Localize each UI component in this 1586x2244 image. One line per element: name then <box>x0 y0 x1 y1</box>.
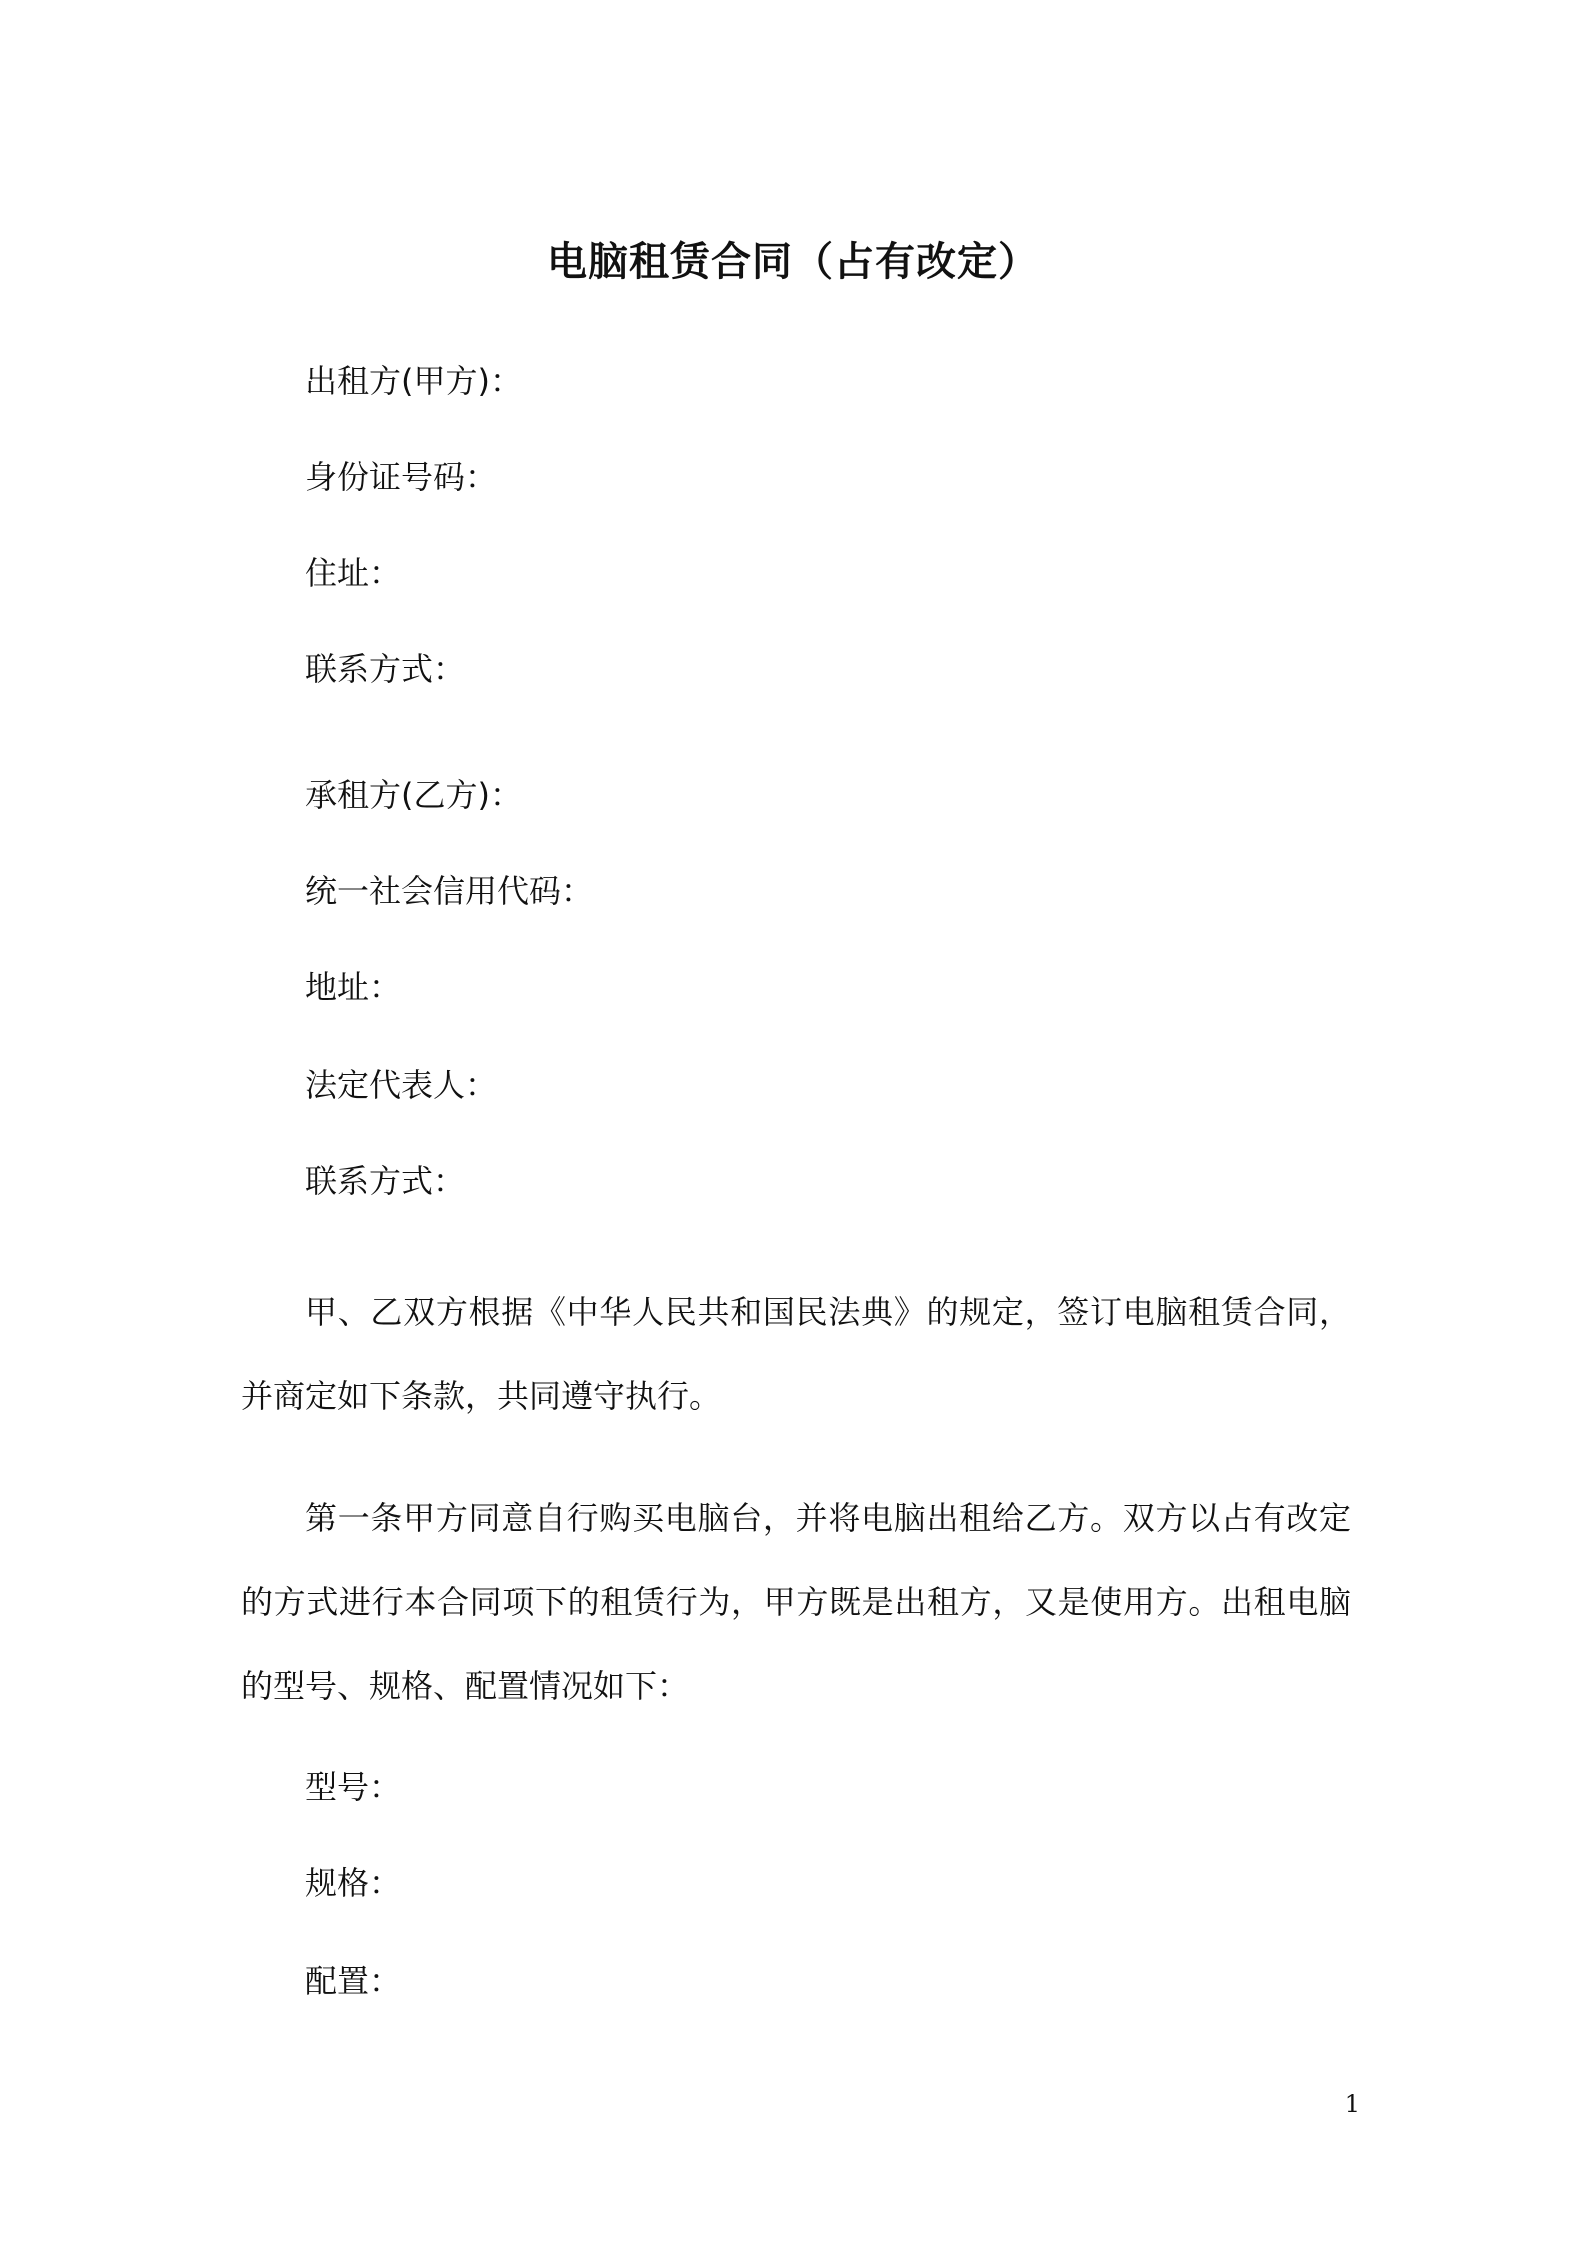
party-a-address-label: 住址： <box>305 554 402 592</box>
intro-paragraph: 甲、乙双方根据《中华人民共和国民法典》的规定，签订电脑租赁合同，并商定如下条款，共同遵守执行。 <box>241 1293 1351 1415</box>
lessor-label: 出租方(甲方)： <box>305 362 522 400</box>
credit-code-label: 统一社会信用代码： <box>305 872 594 910</box>
config-label: 配置： <box>305 1962 402 2000</box>
page-number: 1 <box>1344 2090 1360 2118</box>
document-title: 电脑租赁合同（占有改定） <box>547 239 1039 285</box>
article-1-paragraph: 第一条甲方同意自行购买电脑台，并将电脑出租给乙方。双方以占有改定的方式进行本合同项下的租赁行为，甲方既是出租方，又是使用方。出租电脑的型号、规格、配置情况如下： <box>241 1499 1351 1705</box>
party-b-address-label: 地址： <box>305 968 402 1006</box>
legal-representative-label: 法定代表人： <box>305 1066 498 1104</box>
party-a-contact-label: 联系方式： <box>305 650 466 688</box>
lessee-label: 承租方(乙方)： <box>305 776 522 814</box>
party-b-contact-label: 联系方式： <box>305 1162 466 1200</box>
id-number-label: 身份证号码： <box>305 458 498 496</box>
spec-label: 规格： <box>305 1864 402 1902</box>
model-label: 型号： <box>305 1768 402 1806</box>
